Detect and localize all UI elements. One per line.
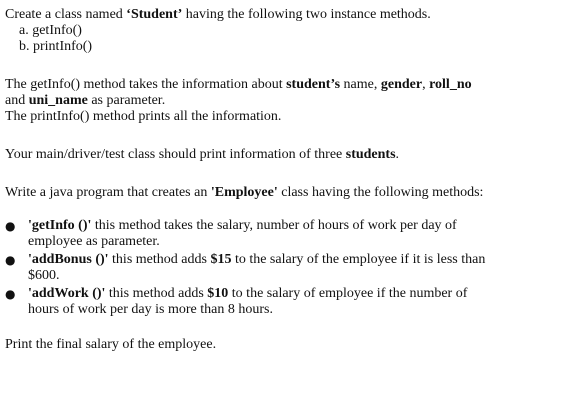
bullet-icon: ● [5, 219, 16, 233]
method-description-cont: employee as parameter. [28, 234, 160, 249]
method-description: this method adds [108, 252, 211, 267]
bullet-item-addwork [5, 286, 577, 318]
main-class-text-end: . [395, 147, 400, 162]
main-class-students-term: students [345, 147, 396, 162]
employee-class-name: 'Employee' [210, 185, 278, 200]
bonus-amount: $15 [210, 252, 232, 267]
method-description-cont: $600. [28, 268, 60, 283]
student-intro-text: Create a class named [5, 7, 127, 22]
getinfo-student-term: student’s [286, 77, 341, 92]
getinfo-description [5, 77, 577, 109]
main-class-text: Your main/driver/test class should print information of three [5, 147, 346, 162]
getinfo-text: name, [340, 77, 381, 92]
method-description: this method takes the salary, number of hours of work per day of [91, 218, 457, 233]
method-description: to the salary of employee if the number of [228, 286, 468, 301]
method-description-cont: hours of work per day is more than 8 hours. [28, 302, 273, 317]
getinfo-text: and [5, 93, 29, 108]
bullet-item-getinfo [5, 218, 577, 250]
employee-intro-text-end: class having the following methods: [277, 185, 484, 200]
getinfo-gender-term: gender [380, 77, 423, 92]
final-salary-instruction: Print the final salary of the employee. [5, 337, 217, 352]
method-list-item-printinfo: b. printInfo() [19, 39, 93, 54]
student-intro [5, 7, 577, 23]
getinfo-uni-term: uni_name [28, 93, 88, 108]
employee-intro [5, 185, 577, 201]
method-name-addwork: 'addWork ()' [28, 286, 106, 301]
method-description: this method adds [105, 286, 208, 301]
method-list-item-getinfo: a. getInfo() [19, 23, 82, 38]
document-body [5, 7, 577, 353]
bullet-icon: ● [5, 253, 16, 267]
work-amount: $10 [207, 286, 229, 301]
student-intro-text-end: having the following two instance methods. [182, 7, 431, 22]
bullet-item-addbonus [5, 252, 577, 284]
getinfo-text: as parameter. [87, 93, 166, 108]
getinfo-roll-term: roll_no [429, 77, 472, 92]
method-name-addbonus: 'addBonus ()' [28, 252, 109, 267]
method-name-getinfo: 'getInfo ()' [28, 218, 92, 233]
main-class-description [5, 147, 577, 163]
getinfo-text: , [422, 77, 430, 92]
getinfo-text: The getInfo() method takes the information about [5, 77, 287, 92]
printinfo-description: The printInfo() method prints all the information. [5, 109, 282, 124]
employee-method-list [5, 218, 577, 318]
method-description: to the salary of the employee if it is less than [231, 252, 486, 267]
student-class-name: ‘Student’ [126, 7, 183, 22]
employee-intro-text: Write a java program that creates an [5, 185, 211, 200]
bullet-icon: ● [5, 287, 16, 301]
